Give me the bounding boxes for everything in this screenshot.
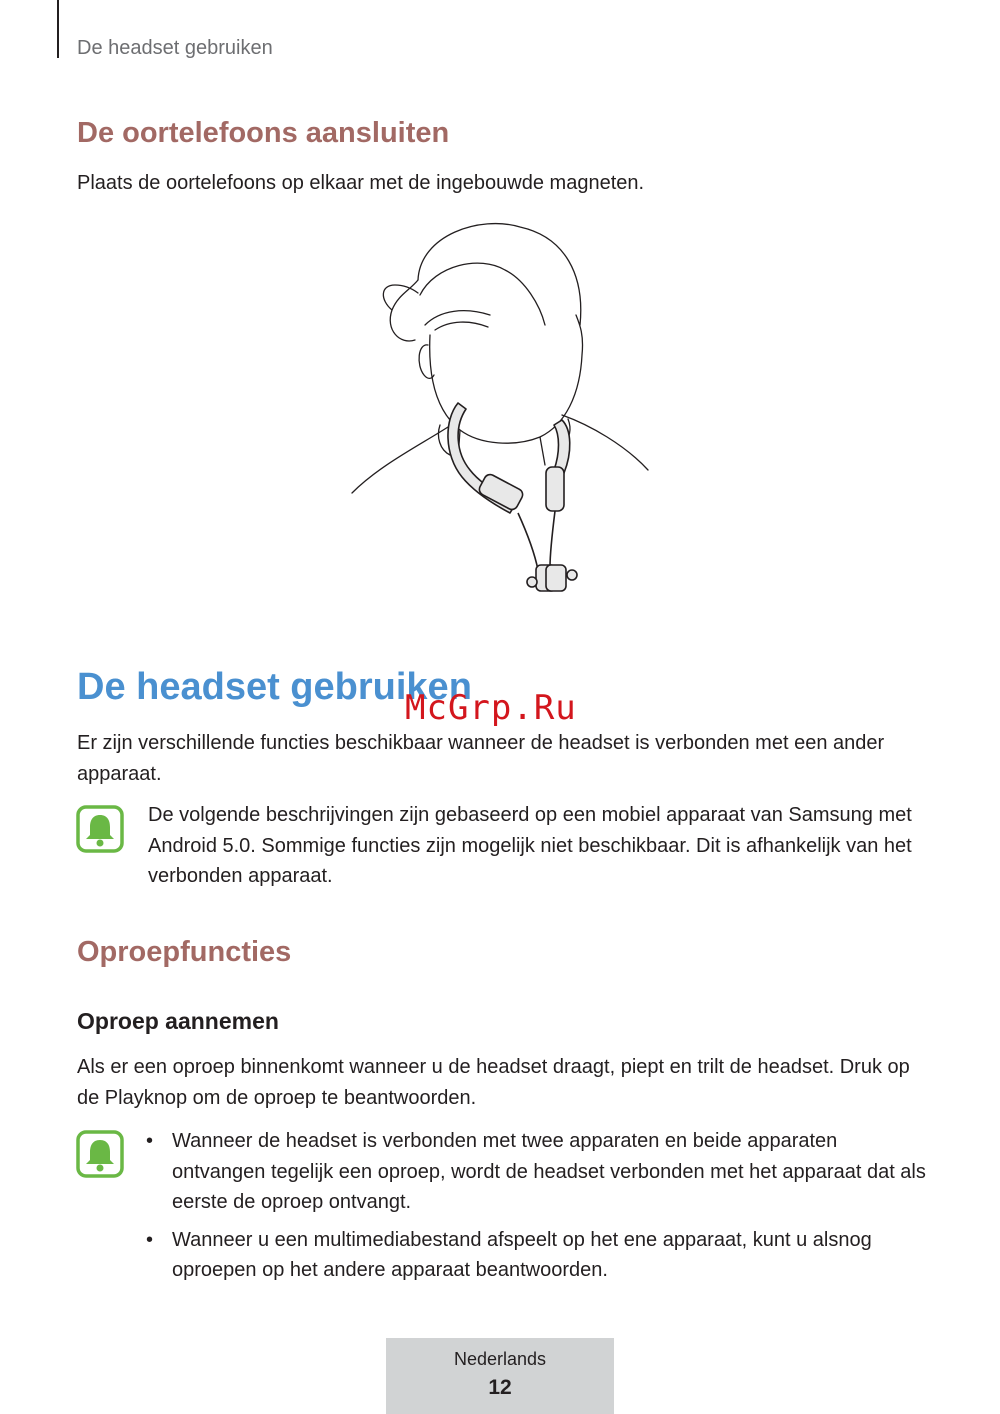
subsection-title-answer: Oproep aannemen xyxy=(77,1008,279,1034)
subsection-text-answer: Als er een oproep binnenkomt wanneer u de headset draagt, piept en trilt de headset. Druk op de Playknop om de oproep te beantwoorden. xyxy=(77,1056,910,1109)
section-title-calls: Oproepfuncties xyxy=(77,936,292,968)
headset-on-neck-illustration xyxy=(340,215,660,595)
watermark-text: McGrp.Ru xyxy=(405,688,577,728)
note-bullet-item xyxy=(146,1126,936,1218)
section-text-connect: Plaats de oortelefoons op elkaar met de ingebouwde magneten. xyxy=(77,172,645,194)
header-rule xyxy=(57,0,59,58)
section-title-connect: De oortelefoons aansluiten xyxy=(77,117,450,149)
bullet-dot: • xyxy=(146,1228,154,1251)
page-number: 12 xyxy=(488,1376,512,1399)
chapter-title: De headset gebruiken xyxy=(77,666,472,708)
footer-language: Nederlands xyxy=(453,1349,547,1369)
chapter-intro: Er zijn verschillende functies beschikbaar wanneer de headset is verbonden met een ander apparaat. xyxy=(77,732,885,785)
note-bullet-text: Wanneer de headset is verbonden met twee apparaten en beide apparaten ontvangen tegelijk een oproep, wordt de headset verbonden met het apparaat dat als eerste de oproep ontvangt. xyxy=(172,1130,926,1213)
note-bullet-list xyxy=(146,1126,936,1293)
page-footer xyxy=(386,1338,614,1414)
note-bullet-item xyxy=(146,1225,936,1286)
note-text: De volgende beschrijvingen zijn gebaseerd op een mobiel apparaat van Samsung met Android 5.0. Sommige functies zijn mogelijk niet beschikbaar. Dit is afhankelijk van het verbonden apparaat. xyxy=(148,804,912,887)
bullet-dot: • xyxy=(146,1130,154,1152)
running-head: De headset gebruiken xyxy=(77,37,273,59)
note-bullet-text: Wanneer u een multimediabestand afspeelt op het ene apparaat, kunt u alsnog oproepen op het andere apparaat beantwoorden. xyxy=(172,1228,872,1281)
note-bell-icon xyxy=(76,1130,124,1178)
note-bell-icon xyxy=(76,805,124,853)
